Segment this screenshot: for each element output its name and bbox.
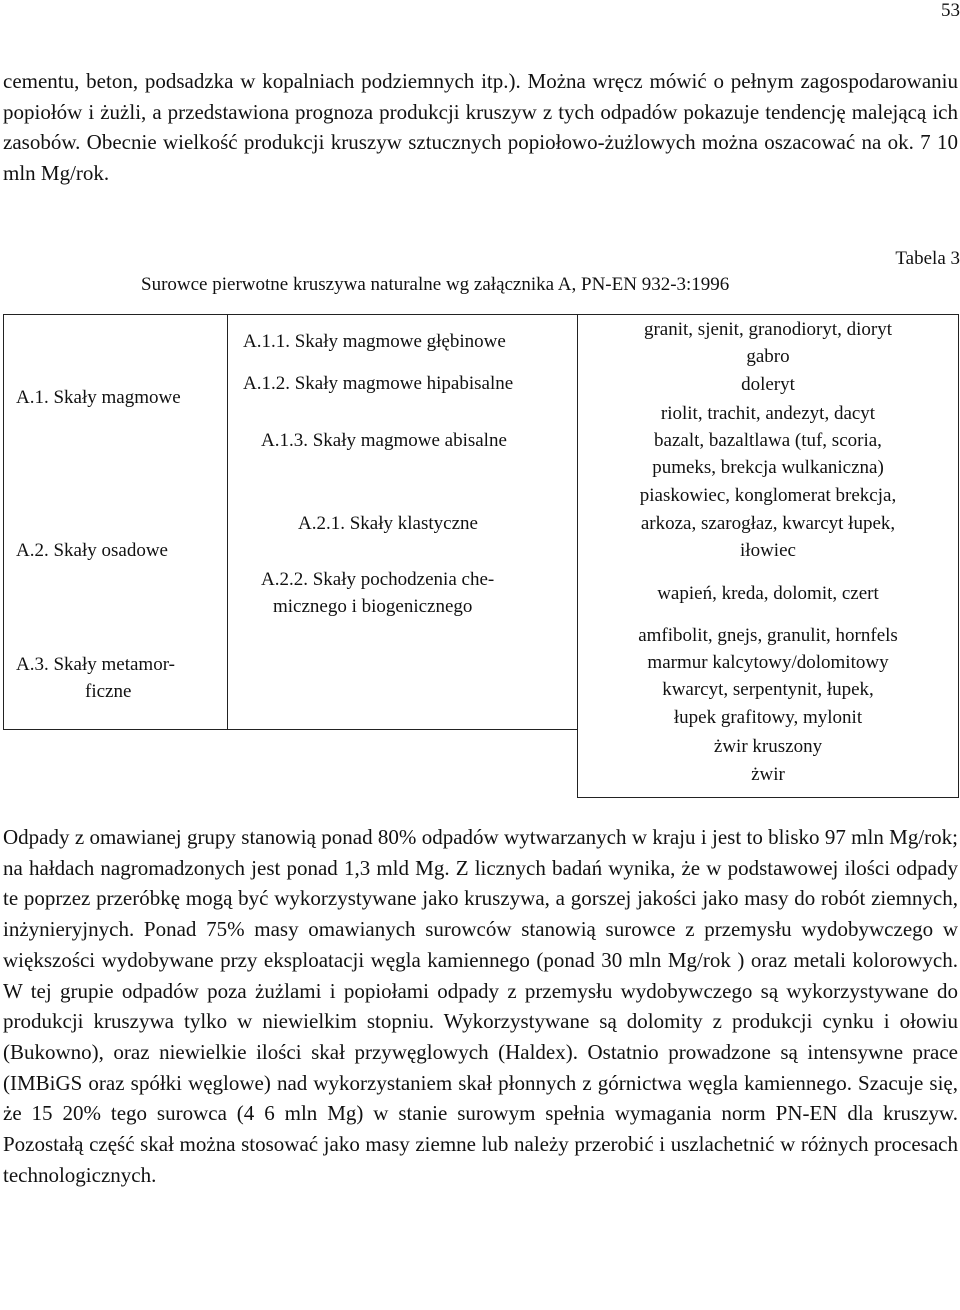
rock-types-clastic-2: arkoza, szarogłaz, kwarcyt łupek, [640, 513, 896, 534]
rock-types-clastic-3: iłowiec [740, 540, 796, 561]
rock-types-crushed-gravel: żwir kruszony [713, 736, 823, 757]
subgroup-volcanic: A.1.3. Skały magmowe abisalne [261, 430, 507, 451]
rock-types-metamorphic-4: łupek grafitowy, mylonit [673, 707, 863, 728]
rock-types-volcanic-1: riolit, trachit, andezyt, dacyt [660, 403, 876, 424]
rock-types-chemical: wapień, kreda, dolomit, czert [657, 583, 879, 604]
subgroup-chemical-line1: A.2.2. Skały pochodzenia che- [261, 569, 495, 590]
subgroup-column [227, 314, 578, 730]
page-number: 53 [941, 0, 960, 21]
paragraph-top: cementu, beton, podsadzka w kopalniach podziemnych itp.). Można wręcz mówić o pełnym zagospodarowaniu popiołów i żużli, a przedstawiona prognoza produkcji kruszyw z tych odpadów pokazuje tendencję malejącą ich zasobów. Obecnie wielkość produkcji kruszyw sztucznych popiołowo-żużlowych można oszacować na ok. 7 10 mln Mg/rok. [3, 69, 958, 186]
rock-types-volcanic-2: bazalt, bazaltlawa (tuf, scoria, [654, 430, 882, 451]
rock-types-volcanic-3: pumeks, brekcja wulkaniczna) [652, 457, 884, 478]
rock-types-metamorphic-1: amfibolit, gnejs, granulit, hornfels [638, 625, 898, 646]
table-title: Surowce pierwotne kruszywa naturalne wg załącznika A, PN-EN 932-3:1996 [141, 274, 730, 295]
group-sedimentary: A.2. Skały osadowe [16, 540, 168, 561]
group-magmatic: A.1. Skały magmowe [16, 387, 181, 408]
rock-classification-table [3, 314, 959, 798]
subgroup-chemical-line2: micznego i biogenicznego [273, 596, 473, 617]
group-metamorphic-line1: A.3. Skały metamor- [16, 654, 175, 675]
subgroup-hypabyssal: A.1.2. Skały magmowe hipabisalne [243, 373, 514, 394]
subgroup-clastic: A.2.1. Skały klastyczne [298, 513, 478, 534]
group-metamorphic-line2: ficzne [85, 681, 132, 702]
table-label: Tabela 3 [895, 248, 960, 269]
rock-types-metamorphic-2: marmur kalcytowy/dolomitowy [647, 652, 889, 673]
rock-types-plutonic-2: gabro [746, 346, 790, 367]
paragraph-bottom: Odpady z omawianej grupy stanowią ponad 80% odpadów wytwarzanych w kraju i jest to blisko 97 mln Mg/rok; na hałdach nagromadzonych jest ponad 1,3 mld Mg. Z licznych badań wynika, że w podstawowej ilości odpady te poprzez przeróbkę mogą być wykorzystywane jako kruszywa, a gorszej jakości jako masy do robót ziemnych, inżynieryjnych. Ponad 75% masy omawianych surowców stanowią surowce z przemysłu wydobywczego w większości wydobywane przy eksploatacji węgla kamiennego (ponad 30 mln Mg/rok ) oraz metali kolorowych. W tej grupie odpadów poza żużlami i popiołami odpady z przemysłu wydobywczego są wykorzystywane do produkcji kruszywa tylko w niewielkim stopniu. Wykorzystywane są dolomity z produkcji cynku i ołowiu (Bukowno), oraz niewielkie ilości skał przywęglowych (Haldex). Ostatnio prowadzone są intensywne prace (IMBiGS oraz spółki węglowe) nad wykorzystaniem skał płonnych z górnictwa węgla kamiennego. Szacuje się, że 15 20% tego surowca (4 6 mln Mg) w stanie surowym spełnia wymagania norm PN-EN dla kruszyw. Pozostałą część skał można stosować jako masy ziemne lub należy przerobić i uszlachetnić w różnych procesach technologicznych. [3, 825, 958, 1187]
rock-types-plutonic-1: granit, sjenit, granodioryt, dioryt [643, 319, 892, 340]
rock-types-metamorphic-3: kwarcyt, serpentynit, łupek, [662, 679, 874, 700]
group-column [3, 314, 228, 730]
subgroup-plutonic: A.1.1. Skały magmowe głębinowe [243, 331, 506, 352]
rock-types-hypabyssal: doleryt [741, 374, 795, 395]
rock-types-column [577, 314, 959, 798]
rock-types-gravel: żwir [751, 764, 785, 785]
rock-types-clastic-1: piaskowiec, konglomerat brekcja, [639, 485, 897, 506]
